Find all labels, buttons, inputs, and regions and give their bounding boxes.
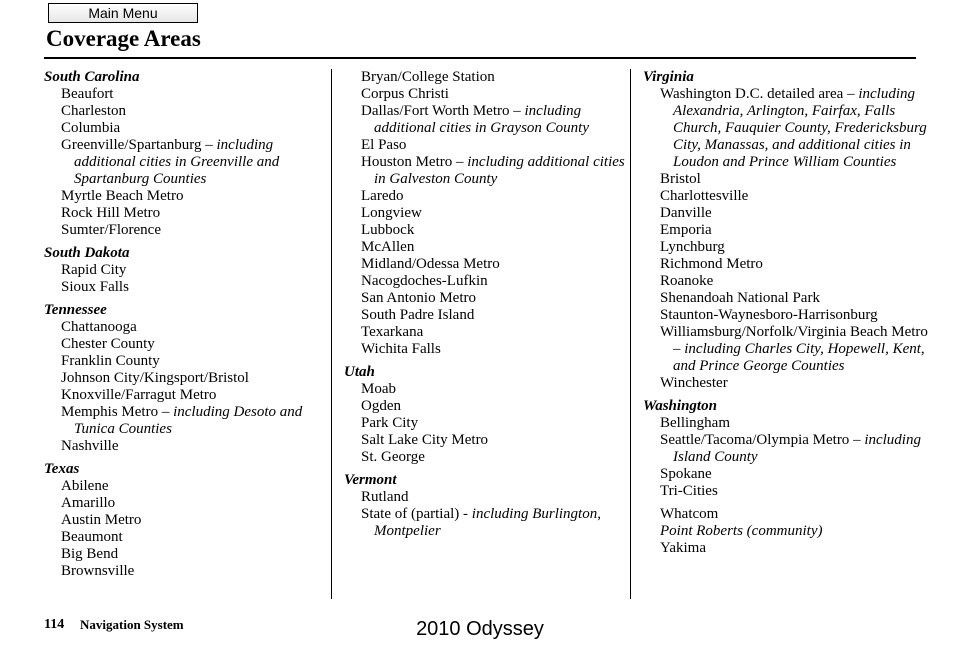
city-name: State of (partial)	[361, 506, 460, 522]
state-heading-washington: Washington	[643, 398, 717, 414]
city-item: Midland/Odessa Metro	[361, 256, 500, 272]
city-item: Park City	[361, 415, 419, 431]
city-item: Yakima	[660, 540, 706, 556]
column-2	[344, 69, 626, 540]
city-note: Point Roberts (community)	[660, 523, 823, 539]
column-3	[643, 69, 933, 557]
city-note: including Charles City, Hopewell, Kent, and Prince George Counties	[673, 341, 925, 374]
state-heading-texas: Texas	[44, 461, 80, 477]
state-heading-vermont: Vermont	[344, 472, 397, 488]
city-item: Emporia	[660, 222, 712, 238]
city-item: Bellingham	[660, 415, 730, 431]
city-item: Nashville	[61, 438, 119, 454]
city-note: including Island County	[673, 432, 921, 465]
city-item: Beaufort	[61, 86, 114, 102]
note-separator: -	[459, 506, 472, 522]
city-item: Spokane	[660, 466, 712, 482]
city-item: Lynchburg	[660, 239, 725, 255]
state-heading-south-carolina: South Carolina	[44, 69, 140, 85]
city-item: Johnson City/Kingsport/Bristol	[61, 370, 249, 386]
column-divider	[331, 69, 332, 599]
city-item: Bristol	[660, 171, 701, 187]
city-item-with-note	[344, 154, 626, 188]
city-item: Whatcom	[660, 506, 719, 522]
city-item: Beaumont	[61, 529, 123, 545]
city-item: South Padre Island	[361, 307, 475, 323]
city-name: Seattle/Tacoma/Olympia Metro	[660, 432, 850, 448]
city-note: including additional cities in Grayson County	[374, 103, 589, 136]
city-item: Rutland	[361, 489, 409, 505]
city-note: including additional cities in Galveston County	[374, 154, 625, 187]
state-heading-tennessee: Tennessee	[44, 302, 107, 318]
main-menu-button[interactable]: Main Menu	[48, 3, 198, 23]
note-separator: –	[158, 404, 174, 420]
watermark: 2010 Odyssey	[416, 618, 544, 640]
title-divider	[44, 57, 916, 59]
city-item: Chattanooga	[61, 319, 137, 335]
city-item: Sioux Falls	[61, 279, 129, 295]
city-item: Richmond Metro	[660, 256, 763, 272]
note-separator: –	[509, 103, 525, 119]
note-separator: –	[452, 154, 468, 170]
state-heading-utah: Utah	[344, 364, 375, 380]
city-item: Brownsville	[61, 563, 135, 579]
city-item: Knoxville/Farragut Metro	[61, 387, 217, 403]
city-item: Rapid City	[61, 262, 127, 278]
city-item: Texarkana	[361, 324, 424, 340]
state-heading-south-dakota: South Dakota	[44, 245, 130, 261]
city-item: Ogden	[361, 398, 401, 414]
city-item: Danville	[660, 205, 712, 221]
city-item-with-note	[44, 137, 320, 188]
city-name: Washington D.C. detailed area	[660, 86, 844, 102]
city-item-with-note	[643, 324, 933, 375]
city-item: Laredo	[361, 188, 404, 204]
city-item: St. George	[361, 449, 425, 465]
city-item: Corpus Christi	[361, 86, 449, 102]
city-item: Staunton-Waynesboro-Harrisonburg	[660, 307, 878, 323]
city-item: Roanoke	[660, 273, 714, 289]
city-name: Greenville/Spartanburg	[61, 137, 202, 153]
city-item: San Antonio Metro	[361, 290, 476, 306]
city-item-with-note	[643, 86, 933, 171]
city-item: El Paso	[361, 137, 407, 153]
column-1	[44, 69, 320, 580]
note-separator: –	[843, 86, 859, 102]
city-item: Tri-Cities	[660, 483, 718, 499]
note-separator: –	[849, 432, 865, 448]
city-item: Moab	[361, 381, 396, 397]
city-name: Williamsburg/Norfolk/Virginia Beach Metro	[660, 324, 928, 340]
city-item: Chester County	[61, 336, 155, 352]
section-name: Navigation System	[80, 617, 184, 632]
city-item: Salt Lake City Metro	[361, 432, 489, 448]
note-separator: –	[201, 137, 217, 153]
page-title: Coverage Areas	[46, 26, 201, 51]
column-divider	[630, 69, 631, 599]
city-item-with-note	[344, 103, 626, 137]
city-note: including additional cities in Greenville and Spartanburg Counties	[74, 137, 280, 187]
city-item-with-note	[44, 404, 320, 438]
city-item-with-note	[344, 506, 626, 540]
city-item: Myrtle Beach Metro	[61, 188, 184, 204]
city-item: Abilene	[61, 478, 109, 494]
city-item: Amarillo	[61, 495, 116, 511]
note-separator: –	[673, 341, 685, 357]
city-name: Dallas/Fort Worth Metro	[361, 103, 510, 119]
page-number: 114	[44, 617, 65, 632]
city-item: Bryan/College Station	[361, 69, 495, 85]
city-note: including Burlington, Montpelier	[374, 506, 601, 539]
city-item: Rock Hill Metro	[61, 205, 161, 221]
city-item: Charlottesville	[660, 188, 749, 204]
city-item-with-note	[643, 432, 933, 466]
city-item: Shenandoah National Park	[660, 290, 820, 306]
city-item: Sumter/Florence	[61, 222, 161, 238]
city-name: Memphis Metro	[61, 404, 159, 420]
city-item: Lubbock	[361, 222, 415, 238]
city-item: Wichita Falls	[361, 341, 441, 357]
city-item: Longview	[361, 205, 422, 221]
city-item: Austin Metro	[61, 512, 142, 528]
city-note: including Alexandria, Arlington, Fairfax, Falls Church, Fauquier County, Fredericksburg City, Manassas, and additional cities in Loudon and Prince William Counties	[673, 86, 927, 170]
city-item: Winchester	[660, 375, 728, 391]
city-item: Big Bend	[61, 546, 119, 562]
city-item: McAllen	[361, 239, 415, 255]
city-item: Franklin County	[61, 353, 160, 369]
city-item: Columbia	[61, 120, 121, 136]
city-note: including Desoto and Tunica Counties	[74, 404, 303, 437]
city-item: Charleston	[61, 103, 126, 119]
state-heading-virginia: Virginia	[643, 69, 694, 85]
city-name: Houston Metro	[361, 154, 453, 170]
city-item: Nacogdoches-Lufkin	[361, 273, 488, 289]
